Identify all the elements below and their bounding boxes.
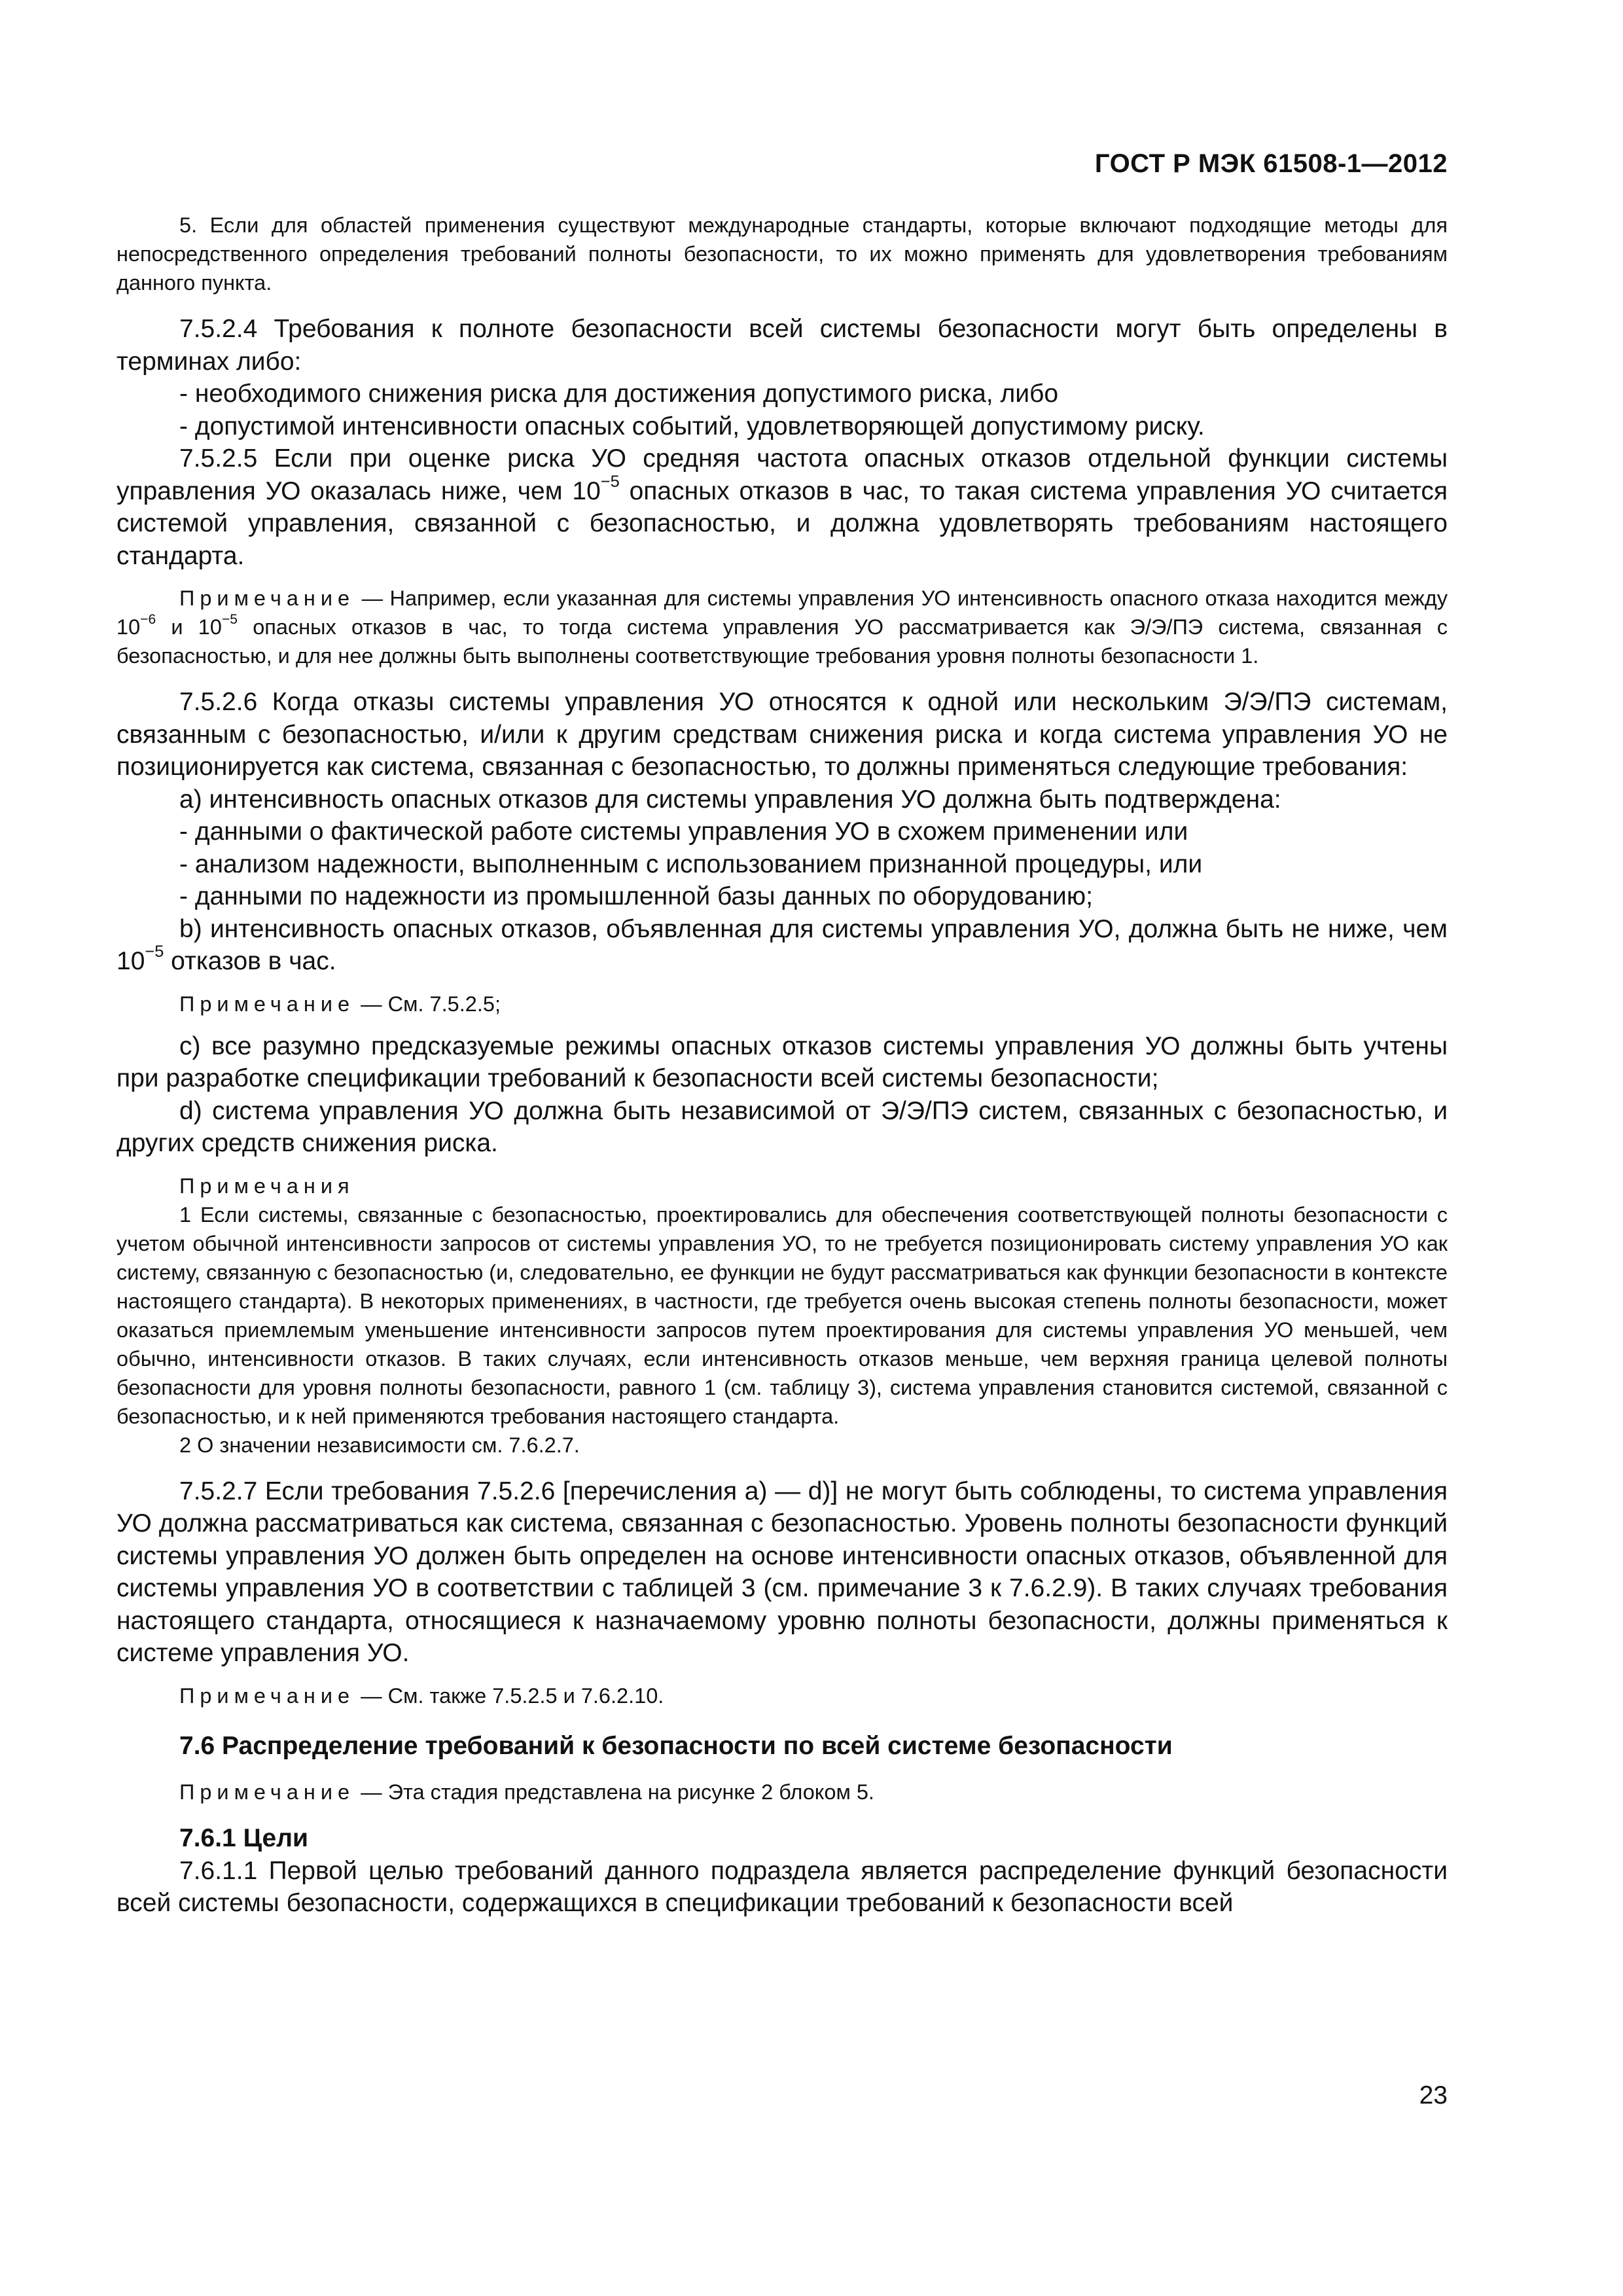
exponent: −5 — [221, 612, 238, 628]
note-text: — См. также 7.5.2.5 и 7.6.2.10. — [355, 1683, 664, 1708]
text-run: и 10 — [156, 615, 222, 639]
clause-7-5-2-7-text: 7.5.2.7 Если требования 7.5.2.6 [перечисления a) — d)] не могут быть соблюдены, то система управления УО должна рассматриваться как система, связанная с безопасностью. Уровень полноты безопасности функций системы управления УО должен быть определен на основе интенсивности опасных отказов, объявленной для системы управления УО в соответствии с таблицей 3 (см. примечание 3 к 7.6.2.9). В таких случаях требования настоящего стандарта, относящиеся к назначаемому уровню полноты безопасности, должны применяться к системе управления УО. — [116, 1477, 1448, 1667]
note-label: Примечание — [179, 992, 355, 1016]
note-1: 1 Если системы, связанные с безопасностью, проектировались для обеспечения соответствующей полноты безопасности с учетом обычной интенсивности запросов от системы управления УО, то не требуется позиционировать систему управления УО как систему, связанную с безопасностью (и, следовательно, ее функции не будут рассматриваться как функции безопасности в контексте настоящего стандарта). В некоторых применениях, в частности, где требуется очень высокая степень полноты безопасности, может оказаться приемлемым уменьшение интенсивности запросов путем проектирования для системы управления УО меньшей, чем обычно, интенсивности отказов. В таких случаях, если интенсивность отказов меньше, чем верхняя граница целевой полноты безопасности для уровня полноты безопасности, равного 1 (см. таблицу 3), система управления становится системой, связанной с безопасностью, и к ней применяются требования настоящего стандарта. — [116, 1202, 1448, 1428]
section-7-6 — [116, 1730, 1448, 1807]
standard-designation: ГОСТ Р МЭК 61508-1—2012 — [1094, 149, 1448, 178]
clause-7-5-2-6-intro: 7.5.2.6 Когда отказы системы управления УО относятся к одной или нескольким Э/Э/ПЭ системам, связанным с безопасностью, и/или к другим средствам снижения риска и когда система управления УО не позиционируется как система, связанная с безопасностью, то должны применяться следующие требования: — [116, 688, 1448, 781]
note-7-5-2-5 — [116, 584, 1448, 670]
note-5: 5. Если для областей применения существуют международные стандарты, которые включают подходящие методы для непосредственного определения требований полноты безопасности, то их можно применять для удовлетворения требованиям данного пункта. — [116, 213, 1448, 295]
list-item: - необходимого снижения риска для достижения допустимого риска, либо — [179, 380, 1059, 408]
text-run: отказов в час. — [164, 947, 336, 975]
list-item-d: d) система управления УО должна быть независимой от Э/Э/ПЭ систем, связанных с безопасностью, и других средств снижения риска. — [116, 1096, 1448, 1157]
page-number: 23 — [1419, 2081, 1448, 2109]
section-7-6-heading: 7.6 Распределение требований к безопасности по всей системе безопасности — [179, 1731, 1173, 1760]
clause-7-5-2-4-intro: 7.5.2.4 Требования к полноте безопасности всей системы безопасности могут быть определены в терминах либо: — [116, 315, 1448, 376]
section-7-6-1-heading: 7.6.1 Цели — [179, 1824, 308, 1852]
notes-label: Примечания — [179, 1174, 355, 1198]
clause-7-5-2-4 — [116, 313, 1448, 442]
text-run: b) интенсивность опасных отказов, объявленная для системы управления УО, должна быть не ниже, чем 10 — [116, 914, 1448, 975]
exponent: −6 — [140, 612, 156, 628]
list-item: - анализом надежности, выполненным с использованием признанной процедуры, или — [179, 850, 1203, 878]
note-2: 2 О значении независимости см. 7.6.2.7. — [179, 1433, 580, 1457]
note-text: — Эта стадия представлена на рисунке 2 блоком 5. — [355, 1780, 874, 1804]
note-7-5-2-7 — [116, 1681, 1448, 1710]
exponent: −5 — [145, 942, 164, 961]
notes-7-5-2-6 — [116, 1172, 1448, 1460]
note-b — [116, 990, 1448, 1018]
list-item-b — [116, 913, 1448, 978]
list-item-a: a) интенсивность опасных отказов для системы управления УО должна быть подтверждена: — [179, 785, 1281, 814]
list-item: - допустимой интенсивности опасных событий, удовлетворяющей допустимому риску. — [179, 412, 1205, 440]
text-run: 7.5.2.5 Если при оценке риска УО средняя частота опасных отказов отдельной функции системы управления УО оказалась ниже, чем 10 — [116, 444, 1448, 505]
list-item: - данными о фактической работе системы управления УО в схожем применении или — [179, 817, 1188, 846]
note-label: Примечание — [179, 1683, 355, 1708]
text-run: — Например, если указанная для системы управления УО интенсивность опасного отказа находится между 10 — [116, 586, 1448, 639]
note-7-6 — [116, 1778, 1448, 1806]
note-text: — См. 7.5.2.5; — [355, 992, 501, 1016]
list-item: - данными по надежности из промышленной базы данных по оборудованию; — [179, 882, 1093, 910]
note-label: Примечание — [179, 1780, 355, 1804]
clause-7-5-2-5 — [116, 442, 1448, 572]
clause-7-5-2-6 — [116, 686, 1448, 1160]
text-run: опасных отказов в час, то тогда система управления УО рассматривается как Э/Э/ПЭ система, связанная с безопасностью, и для нее должны быть выполнены соответствующие требования уровня полноты безопасности 1. — [116, 615, 1448, 668]
clause-7-5-2-7 — [116, 1475, 1448, 1710]
clause-7-6-1-1: 7.6.1.1 Первой целью требований данного подраздела является распределение функций безопасности всей системы безопасности, содержащихся в спецификации требований к безопасности всей — [116, 1856, 1448, 1917]
exponent: −5 — [600, 472, 620, 491]
section-7-6-1 — [116, 1822, 1448, 1920]
note-label: Примечание — [179, 586, 355, 610]
text-run: опасных отказов в час, то такая система управления УО считается системой управления, связанной с безопасностью, и должна удовлетворять требованиям настоящего стандарта. — [116, 476, 1448, 570]
list-item-c: c) все разумно предсказуемые режимы опасных отказов системы управления УО должны быть учтены при разработке спецификации требований к безопасности всей системы безопасности; — [116, 1031, 1448, 1092]
page-body — [116, 211, 1448, 1920]
